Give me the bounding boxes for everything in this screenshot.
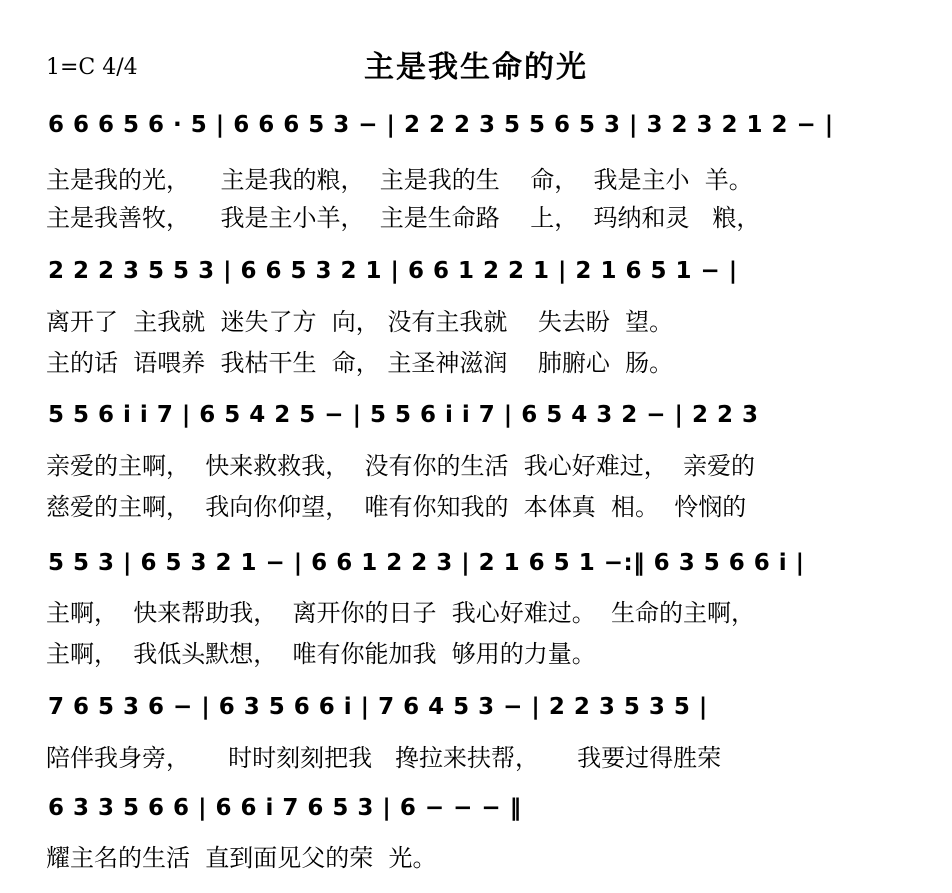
lyric-line-verse-2: 慈爱的主啊， 我向你仰望， 唯有你知我的 本体真 相。 怜悯的 <box>46 493 747 521</box>
key-signature: 1=C 4/4 <box>46 55 138 80</box>
notation-line: 5 5 3 | 6 5 3 2 1 − | 6 6 1 2 2 3 | 2 1 6 5 1 −:‖ 6 3 5 6 6 i | <box>48 550 805 576</box>
lyric-line-verse-1: 亲爱的主啊， 快来救救我， 没有你的生活 我心好难过， 亲爱的 <box>46 452 756 480</box>
lyric-line-verse-1: 主是我的光， 主是我的粮， 主是我的生 命， 我是主小 羊。 <box>46 166 753 194</box>
lyric-line-verse-1: 主啊， 快来帮助我， 离开你的日子 我心好难过。 生命的主啊， <box>46 599 756 627</box>
lyric-line-verse-2: 主是我善牧， 我是主小羊， 主是生命路 上， 玛纳和灵 粮， <box>46 204 761 232</box>
lyric-line-verse-1: 陪伴我身旁， 时时刻刻把我 搀拉来扶帮， 我要过得胜荣 <box>46 744 722 772</box>
lyric-line-verse-2: 主的话 语喂养 我枯干生 命， 主圣神滋润 肺腑心 肠。 <box>46 349 674 377</box>
lyric-line-verse-1: 离开了 主我就 迷失了方 向， 没有主我就 失去盼 望。 <box>46 308 674 336</box>
notation-line: 6 3 3 5 6 6 | 6 6 i 7 6 5 3 | 6 − − − ‖ <box>48 795 522 821</box>
notation-line: 2 2 2 3 5 5 3 | 6 6 5 3 2 1 | 6 6 1 2 2 1 | 2 1 6 5 1 − | <box>48 258 738 284</box>
lyric-line-verse-1: 耀主名的生活 直到面见父的荣 光。 <box>46 844 437 872</box>
notation-line: 6 6 6 5 6 · 5 | 6 6 6 5 3 − | 2 2 2 3 5 5 6 5 3 | 3 2 3 2 1 2 − | <box>48 112 834 138</box>
lyric-line-verse-2: 主啊， 我低头默想， 唯有你能加我 够用的力量。 <box>46 640 596 668</box>
notation-line: 5 5 6 i i 7 | 6 5 4 2 5 − | 5 5 6 i i 7 | 6 5 4 3 2 − | 2 2 3 <box>48 402 759 428</box>
song-title: 主是我生命的光 <box>364 50 588 85</box>
notation-line: 7 6 5 3 6 − | 6 3 5 6 6 i | 7 6 4 5 3 − | 2 2 3 5 3 5 | <box>48 694 708 720</box>
